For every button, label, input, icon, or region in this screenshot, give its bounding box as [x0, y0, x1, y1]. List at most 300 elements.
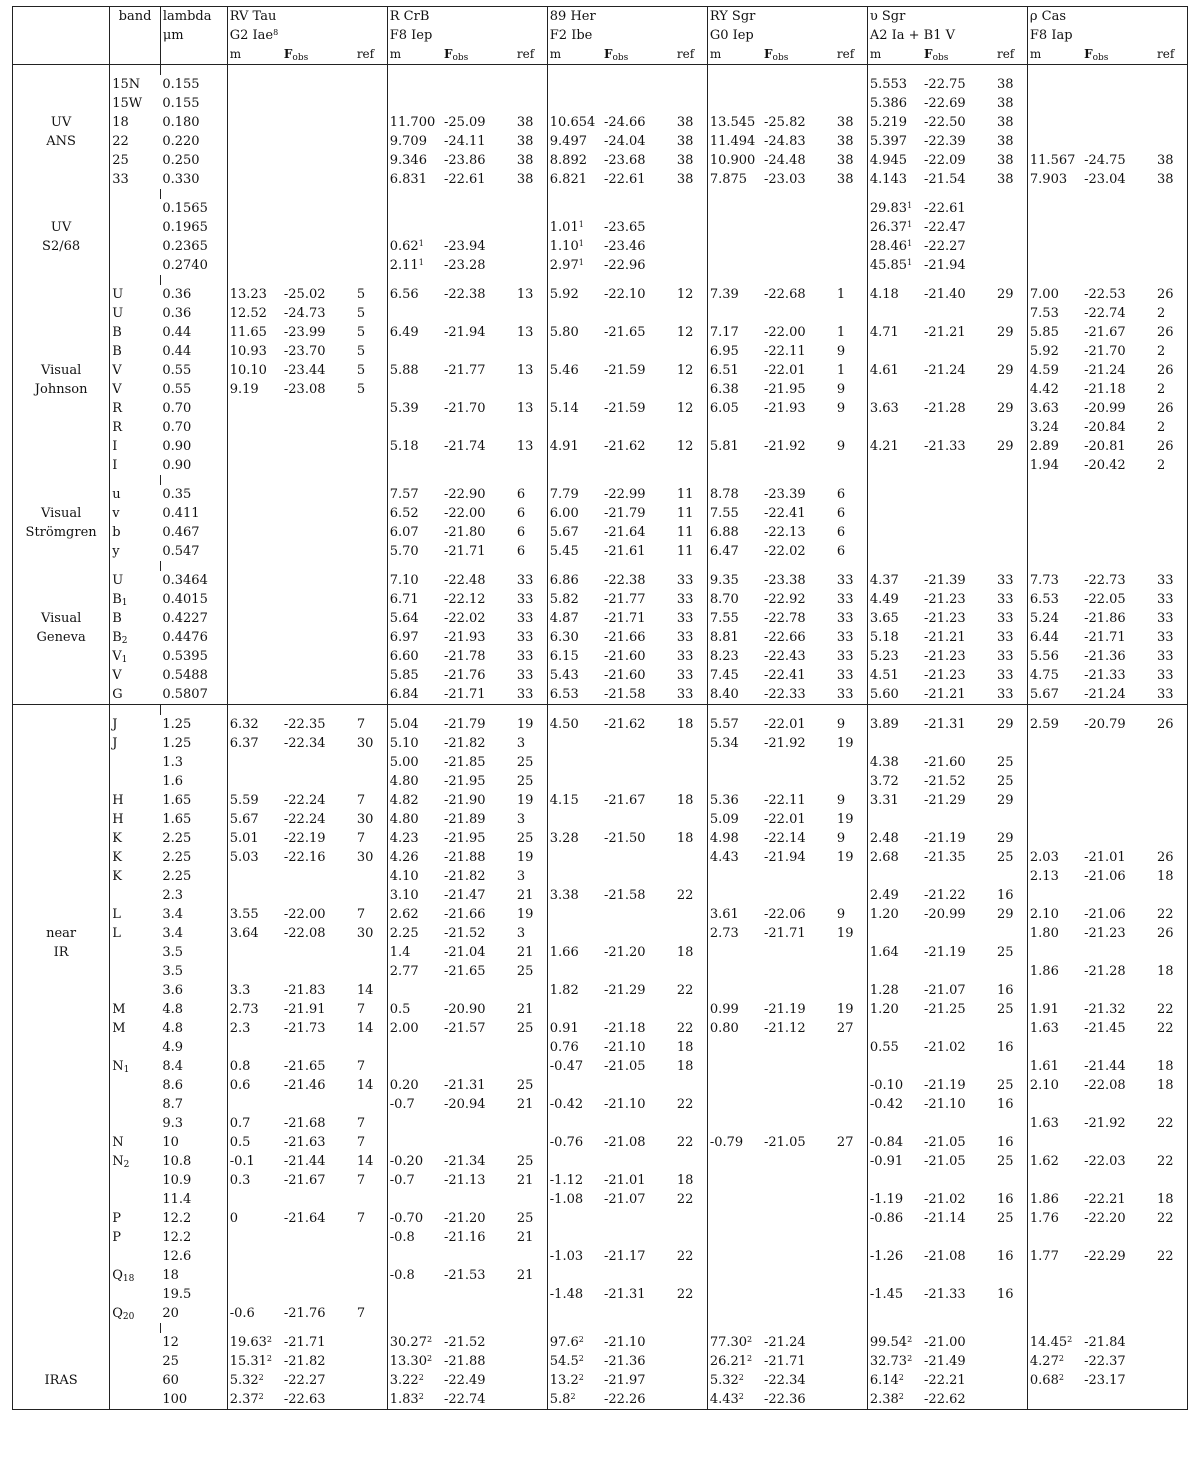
magnitude: 4.80 — [389, 774, 419, 789]
filter-name: H — [112, 793, 124, 808]
flux-obs: -22.11 — [764, 344, 806, 359]
reference — [675, 1390, 707, 1410]
header-blank — [13, 7, 110, 27]
reference — [995, 380, 1027, 399]
reference — [835, 962, 867, 981]
column-f-obs — [442, 45, 515, 65]
table-row — [13, 1209, 1188, 1228]
table-row — [13, 323, 1188, 342]
spacer-cell — [387, 65, 442, 76]
band-group-label — [13, 905, 110, 924]
reference: 30 — [355, 734, 387, 753]
reference: 7 — [355, 1304, 387, 1323]
magnitude: 13.2$^2$ — [549, 1373, 584, 1388]
flux-obs: -22.27 — [924, 239, 966, 254]
band-group-label — [13, 666, 110, 685]
reference: 6 — [835, 504, 867, 523]
reference — [355, 962, 387, 981]
magnitude — [707, 962, 762, 981]
magnitude: 6.38 — [709, 382, 739, 397]
flux-obs: -21.65 — [603, 325, 646, 340]
band-group-label — [13, 1038, 110, 1057]
magnitude: 2.03 — [1029, 850, 1059, 865]
magnitude: -0.20 — [389, 1154, 424, 1169]
magnitude — [547, 1304, 602, 1323]
photometry-table — [12, 6, 1188, 1410]
wavelength: 3.5 — [160, 943, 227, 962]
reference: 26 — [1155, 361, 1188, 380]
flux-obs — [282, 590, 355, 609]
flux-obs: -21.52 — [924, 774, 966, 789]
flux-obs: -21.70 — [1084, 344, 1126, 359]
reference: 9 — [835, 905, 867, 924]
spacer-cell — [387, 561, 442, 571]
reference: 21 — [515, 1266, 547, 1285]
magnitude: 1.80 — [1029, 926, 1059, 941]
filter-name — [110, 962, 161, 981]
flux-obs: -22.92 — [764, 592, 806, 607]
flux-obs: -25.82 — [764, 115, 806, 130]
flux-obs: -20.99 — [924, 907, 966, 922]
spacer-cell — [160, 189, 227, 199]
reference — [515, 1285, 547, 1304]
flux-obs — [602, 1266, 675, 1285]
spacer-cell — [227, 705, 282, 716]
magnitude: 7.17 — [709, 325, 739, 340]
reference: 38 — [995, 132, 1027, 151]
magnitude: 4.50 — [549, 717, 579, 732]
flux-obs — [762, 1114, 835, 1133]
reference — [355, 237, 387, 256]
magnitude: 5.80 — [549, 325, 579, 340]
magnitude: 2.3 — [229, 1021, 251, 1036]
table-row — [13, 1076, 1188, 1095]
header-row-columns — [13, 45, 1188, 65]
magnitude: 4.18 — [869, 287, 899, 302]
column-f-letter: F — [1084, 47, 1093, 61]
flux-obs: -22.06 — [764, 907, 806, 922]
magnitude: 1.86 — [1029, 964, 1059, 979]
wavelength: 0.35 — [160, 485, 227, 504]
spacer-cell — [160, 1323, 227, 1333]
magnitude — [547, 1209, 602, 1228]
superscript: 2 — [418, 1373, 424, 1382]
filter-name: v — [112, 506, 120, 521]
flux-obs: -20.81 — [1084, 439, 1126, 454]
reference — [835, 1304, 867, 1323]
reference — [1155, 1371, 1188, 1390]
reference — [355, 1095, 387, 1114]
reference: 14 — [355, 1019, 387, 1038]
magnitude: $5.8^2$ — [549, 1392, 576, 1407]
reference — [355, 867, 387, 886]
wavelength: 2.3 — [160, 886, 227, 905]
magnitude — [707, 1247, 762, 1266]
flux-obs: -21.19 — [924, 831, 966, 846]
magnitude: 5.32$^2$ — [709, 1373, 744, 1388]
flux-obs: -21.60 — [603, 668, 646, 683]
subscript: obs — [612, 53, 629, 63]
magnitude — [387, 218, 442, 237]
reference: 2 — [1155, 304, 1188, 323]
wavelength: 0.44 — [160, 342, 227, 361]
band-group-label — [13, 647, 110, 666]
flux-obs — [282, 666, 355, 685]
filter-name: $Q_{18}$ — [112, 1268, 135, 1284]
wavelength: 0.180 — [160, 113, 227, 132]
spacer-cell — [13, 275, 110, 285]
magnitude — [227, 666, 282, 685]
header-row-spectral — [13, 26, 1188, 45]
spacer-cell — [835, 65, 867, 76]
spacer-cell — [355, 65, 387, 76]
magnitude: 6.37 — [229, 736, 259, 751]
flux-obs: -22.47 — [924, 220, 966, 235]
reference — [675, 1209, 707, 1228]
flux-obs — [442, 1285, 515, 1304]
flux-obs: -21.95 — [443, 774, 486, 789]
magnitude: -1.45 — [869, 1287, 904, 1302]
magnitude — [707, 75, 762, 94]
magnitude — [547, 1000, 602, 1019]
flux-obs — [602, 199, 675, 218]
reference: 27 — [835, 1019, 867, 1038]
superscript: 2 — [418, 1392, 424, 1401]
table-header — [13, 7, 1188, 65]
reference — [1155, 1266, 1188, 1285]
reference — [675, 1333, 707, 1352]
magnitude — [387, 380, 442, 399]
band-group-label — [13, 1209, 110, 1228]
flux-obs — [922, 542, 995, 561]
column-f-obs — [282, 45, 355, 65]
table-row — [13, 361, 1188, 380]
table-row — [13, 1228, 1188, 1247]
filter-name — [110, 1190, 161, 1209]
flux-obs — [282, 94, 355, 113]
reference: 9 — [835, 715, 867, 734]
spacer-cell — [922, 65, 995, 76]
spacer-cell — [675, 475, 707, 485]
magnitude: 3.22$^2$ — [389, 1373, 424, 1388]
magnitude: 4.87 — [549, 611, 579, 626]
flux-obs — [442, 1190, 515, 1209]
superscript: 2 — [578, 1335, 584, 1344]
magnitude: 1.83$^2$ — [389, 1392, 424, 1407]
spacer-cell — [1082, 705, 1155, 716]
reference: 1 — [835, 323, 867, 342]
magnitude: 4.71 — [869, 325, 899, 340]
reference: 38 — [675, 170, 707, 189]
reference — [835, 237, 867, 256]
magnitude: 6.53 — [1029, 592, 1059, 607]
flux-obs: -21.58 — [603, 888, 646, 903]
table-row — [13, 285, 1188, 304]
reference — [995, 218, 1027, 237]
spacer-cell — [675, 705, 707, 716]
magnitude: 1.63 — [1029, 1116, 1059, 1131]
reference: 18 — [675, 1171, 707, 1190]
table-row — [13, 1038, 1188, 1057]
magnitude: 13.23 — [229, 287, 267, 302]
table-row — [13, 504, 1188, 523]
spacer-cell — [922, 275, 995, 285]
reference — [515, 1190, 547, 1209]
reference: 19 — [835, 734, 867, 753]
flux-obs: -21.82 — [443, 736, 486, 751]
flux-obs: -22.00 — [764, 325, 806, 340]
reference: 38 — [675, 132, 707, 151]
spacer-cell — [282, 275, 355, 285]
reference: 29 — [995, 791, 1027, 810]
band-group-label — [13, 1228, 110, 1247]
wavelength: 0.90 — [160, 437, 227, 456]
magnitude: 5.397 — [869, 134, 908, 149]
reference: 11 — [675, 542, 707, 561]
flux-obs — [282, 943, 355, 962]
magnitude — [547, 1228, 602, 1247]
magnitude — [227, 1038, 282, 1057]
reference — [835, 199, 867, 218]
flux-obs — [762, 962, 835, 981]
spacer-cell — [867, 275, 922, 285]
flux-obs: -21.85 — [443, 755, 486, 770]
flux-obs: -22.78 — [764, 611, 806, 626]
wavelength: 8.6 — [160, 1076, 227, 1095]
magnitude — [1027, 1038, 1082, 1057]
reference: 22 — [1155, 905, 1188, 924]
reference — [995, 1266, 1027, 1285]
spacer-cell — [995, 65, 1027, 76]
reference: 16 — [995, 886, 1027, 905]
reference — [515, 1114, 547, 1133]
magnitude: 1.62 — [1029, 1154, 1059, 1169]
flux-obs: -21.08 — [924, 1249, 966, 1264]
band-group-label: near — [13, 924, 110, 943]
header-lambda-unit: μm — [160, 26, 227, 45]
flux-obs: -21.57 — [443, 1021, 486, 1036]
band-group-label — [13, 1057, 110, 1076]
magnitude: 6.821 — [549, 172, 587, 187]
reference: 38 — [995, 151, 1027, 170]
magnitude: 5.92 — [549, 287, 579, 302]
magnitude — [387, 94, 442, 113]
reference: 33 — [835, 628, 867, 647]
table-row — [13, 1190, 1188, 1209]
magnitude: 8.892 — [549, 153, 587, 168]
wavelength: 2.25 — [160, 848, 227, 867]
filter-name — [110, 886, 161, 905]
flux-obs: -21.07 — [924, 983, 966, 998]
reference — [995, 418, 1027, 437]
magnitude: 6.95 — [709, 344, 739, 359]
reference — [835, 256, 867, 275]
superscript: 1 — [907, 220, 913, 229]
flux-obs: -21.82 — [443, 869, 486, 884]
magnitude: 2.73 — [709, 926, 739, 941]
flux-obs — [762, 1076, 835, 1095]
spacer-cell — [515, 705, 547, 716]
magnitude — [227, 151, 282, 170]
band-group-label: Visual — [13, 504, 110, 523]
reference: 5 — [355, 380, 387, 399]
reference: 29 — [995, 905, 1027, 924]
flux-obs: -25.02 — [283, 287, 326, 302]
band-group-label — [13, 1114, 110, 1133]
flux-obs: -21.23 — [924, 611, 966, 626]
wavelength: 0.155 — [160, 75, 227, 94]
flux-obs: -24.66 — [603, 115, 646, 130]
reference — [835, 1076, 867, 1095]
flux-obs: -21.24 — [1084, 363, 1126, 378]
spacer-cell — [515, 561, 547, 571]
magnitude — [227, 1285, 282, 1304]
magnitude: 6.56 — [389, 287, 419, 302]
flux-obs: -21.28 — [1084, 964, 1126, 979]
magnitude: 5.60 — [869, 687, 899, 702]
flux-obs: -21.78 — [443, 649, 486, 664]
reference: 19 — [835, 924, 867, 943]
spacer-cell — [602, 275, 675, 285]
reference — [355, 647, 387, 666]
spacer-cell — [1027, 1323, 1082, 1333]
reference — [1155, 791, 1188, 810]
table-row — [13, 75, 1188, 94]
magnitude: 2.37$^2$ — [229, 1392, 264, 1407]
magnitude: 5.67 — [549, 525, 579, 540]
spacer-cell — [442, 275, 515, 285]
reference — [1155, 199, 1188, 218]
flux-obs: -22.16 — [283, 850, 326, 865]
band-group-label — [13, 485, 110, 504]
flux-obs: -21.62 — [603, 439, 646, 454]
reference: 29 — [995, 437, 1027, 456]
spacer-cell — [707, 561, 762, 571]
flux-obs: -21.21 — [924, 687, 966, 702]
flux-obs — [762, 1095, 835, 1114]
flux-obs — [1082, 1133, 1155, 1152]
reference: 6 — [835, 542, 867, 561]
spacer-cell — [13, 189, 110, 199]
flux-obs: -21.19 — [924, 1078, 966, 1093]
reference: 33 — [515, 609, 547, 628]
reference — [1155, 1285, 1188, 1304]
reference: 16 — [995, 1247, 1027, 1266]
magnitude — [227, 1266, 282, 1285]
spacer-cell — [547, 275, 602, 285]
reference — [995, 1371, 1027, 1390]
reference: 19 — [515, 791, 547, 810]
spacer-row — [13, 65, 1188, 76]
flux-obs — [282, 485, 355, 504]
magnitude: 5.67 — [1029, 687, 1059, 702]
spacer-cell — [762, 275, 835, 285]
filter-name: U — [112, 287, 124, 302]
reference — [835, 886, 867, 905]
flux-obs: -23.03 — [764, 172, 806, 187]
magnitude — [547, 456, 602, 475]
band-group-label — [13, 1171, 110, 1190]
magnitude — [867, 1171, 922, 1190]
reference: 33 — [515, 628, 547, 647]
magnitude — [227, 418, 282, 437]
wavelength: 0.44 — [160, 323, 227, 342]
table-row — [13, 399, 1188, 418]
filter-name: B — [112, 325, 122, 340]
magnitude: 7.45 — [709, 668, 739, 683]
magnitude: 11.65 — [229, 325, 267, 340]
magnitude: 8.81 — [709, 630, 739, 645]
flux-obs: -21.49 — [924, 1354, 966, 1369]
flux-obs — [602, 1000, 675, 1019]
filter-name: $V_1$ — [112, 649, 128, 665]
flux-obs: -21.08 — [603, 1135, 646, 1150]
header-blank — [13, 26, 110, 45]
reference: 22 — [675, 981, 707, 1000]
spacer-cell — [922, 561, 995, 571]
star-spectral-type: A2 Ia + B1 V — [867, 26, 1027, 45]
magnitude — [227, 685, 282, 705]
magnitude — [227, 113, 282, 132]
reference — [515, 342, 547, 361]
flux-obs — [1082, 218, 1155, 237]
flux-obs: -22.73 — [1084, 573, 1126, 588]
reference: 18 — [675, 715, 707, 734]
magnitude: 1.63 — [1029, 1021, 1059, 1036]
column-m: m — [227, 45, 282, 65]
magnitude — [1027, 1266, 1082, 1285]
flux-obs: -22.21 — [1084, 1192, 1126, 1207]
spacer-cell — [355, 1323, 387, 1333]
table-row — [13, 962, 1188, 981]
magnitude: 6.88 — [709, 525, 739, 540]
magnitude — [227, 886, 282, 905]
flux-obs: -21.01 — [603, 1173, 646, 1188]
flux-obs: -22.53 — [1084, 287, 1126, 302]
flux-obs — [282, 523, 355, 542]
subscript: 20 — [122, 1312, 135, 1322]
flux-obs — [282, 1228, 355, 1247]
wavelength: 0.36 — [160, 285, 227, 304]
table-row — [13, 571, 1188, 590]
filter-name — [110, 1114, 161, 1133]
spacer-cell — [675, 189, 707, 199]
flux-obs: -22.01 — [764, 363, 806, 378]
magnitude: 7.73 — [1029, 573, 1059, 588]
reference: 22 — [675, 1285, 707, 1304]
flux-obs: -22.34 — [764, 1373, 806, 1388]
reference — [675, 380, 707, 399]
flux-obs: -21.77 — [603, 592, 646, 607]
magnitude: 6.97 — [389, 630, 419, 645]
filter-name: L — [112, 926, 121, 941]
flux-obs: -21.73 — [283, 1021, 326, 1036]
magnitude: 7.55 — [709, 506, 739, 521]
reference — [835, 981, 867, 1000]
reference: 33 — [995, 685, 1027, 705]
flux-obs — [1082, 1228, 1155, 1247]
header-blank — [110, 26, 161, 45]
magnitude — [1027, 1095, 1082, 1114]
reference — [355, 1228, 387, 1247]
wavelength: 11.4 — [160, 1190, 227, 1209]
flux-obs: -24.83 — [764, 134, 806, 149]
reference — [1155, 829, 1188, 848]
reference: 22 — [675, 1133, 707, 1152]
reference — [835, 456, 867, 475]
flux-obs: -21.29 — [924, 793, 966, 808]
column-f-letter: F — [443, 47, 453, 61]
